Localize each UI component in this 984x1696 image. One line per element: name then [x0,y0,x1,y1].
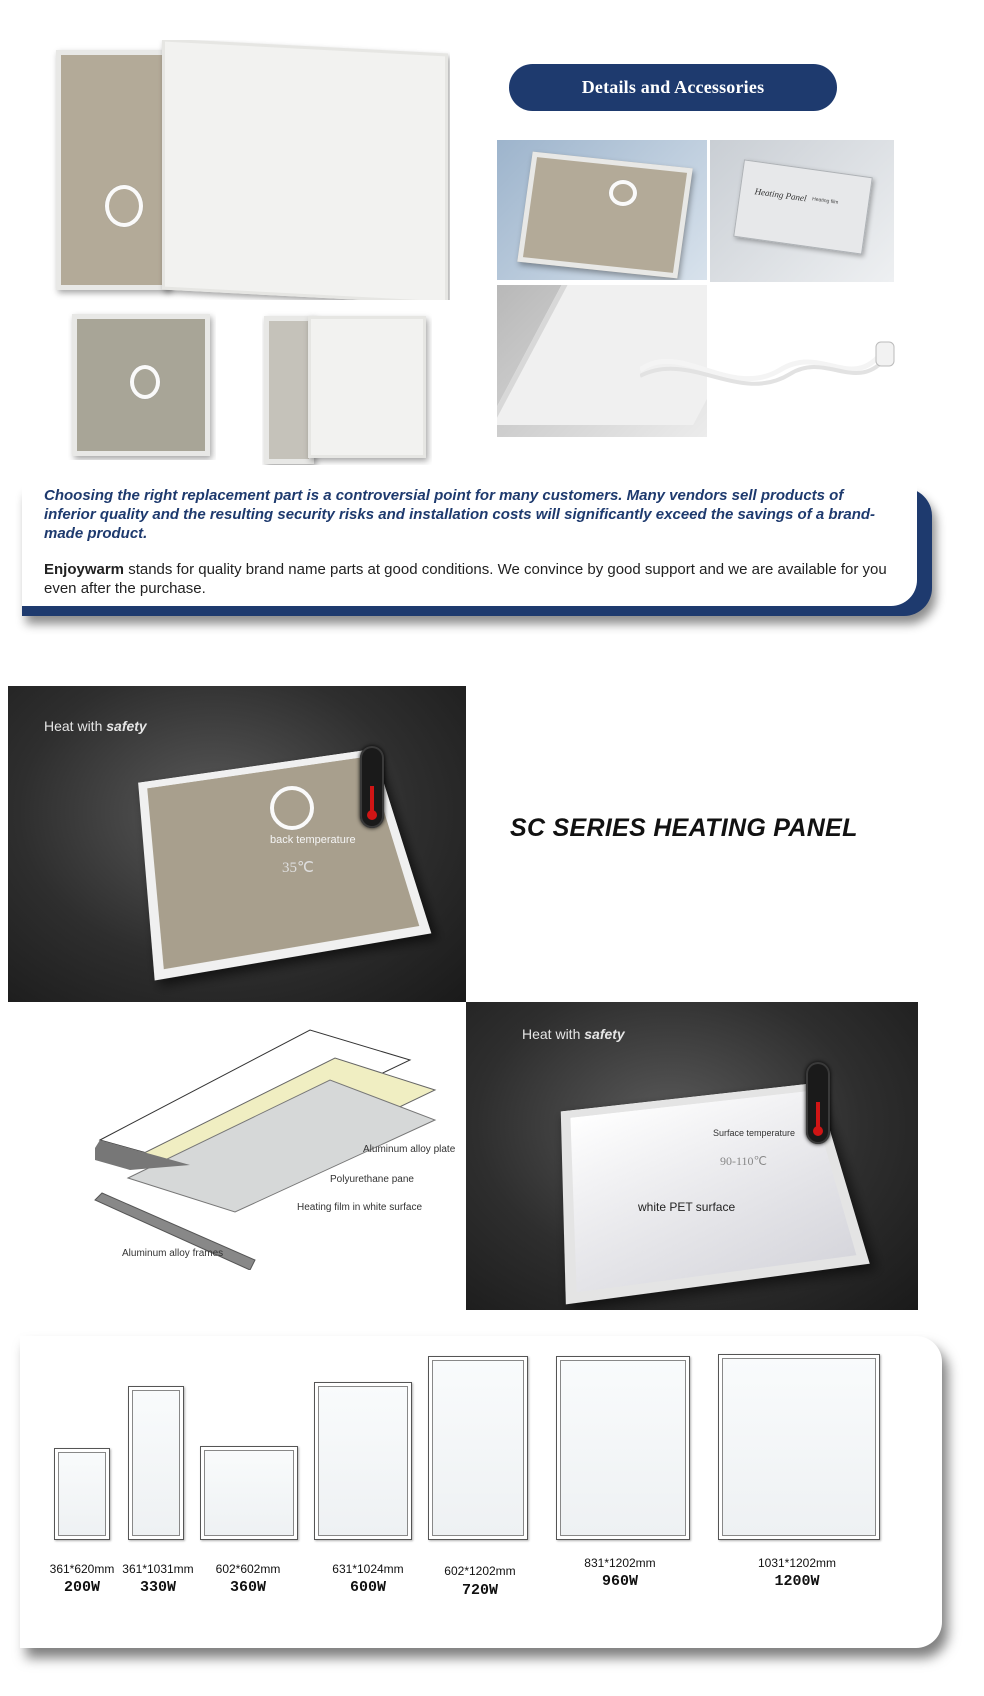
cable-coil-small [609,180,637,206]
panel-front-small [308,316,426,458]
cable-coil-small-2 [130,365,160,399]
brand-statement-text: stands for quality brand name parts at good conditions. We convince by good support and we are available for you even after the purchase. [44,561,887,597]
size-power-5: 960W [601,1573,638,1590]
panel-front-view [162,40,448,300]
size-dims-1: 361*1031mm [122,1562,194,1576]
slogan-prefix: Heat with [44,718,107,734]
size-frame-360w [200,1446,298,1540]
power-cable-coil [105,185,143,227]
panel-back-small [517,152,692,279]
panel-back-small-3 [264,316,314,464]
size-frame-330w [128,1386,184,1540]
size-power-4: 720W [461,1582,498,1599]
size-dims-4: 602*1202mm [444,1564,516,1578]
size-power-6: 1200W [774,1573,820,1590]
surface-temperature-photo [466,1002,918,1310]
slogan-emphasis-front: safety [584,1026,625,1042]
back-temp-label: back temperature [270,834,356,846]
safety-slogan-back [44,718,147,734]
panel-back-view [56,50,170,290]
quality-statement: Choosing the right replacement part is a controversial point for many customers. Many vendors sell products of inferior quality and the resulting security risks and installation costs will significantly exceed the savings of a brand-made product. [44,487,876,542]
back-temp-value: 35℃ [282,860,314,876]
product-photo-back-small [68,310,216,460]
size-power-2: 360W [229,1579,266,1596]
layers-diagram [90,1020,470,1270]
label-heating-film: Heating film in white surface [297,1202,423,1213]
product-photo-main [50,40,450,300]
safety-slogan-front [522,1026,625,1042]
thermometer-icon [360,746,384,828]
size-power-0: 200W [63,1579,100,1596]
size-dims-6: 1031*1202mm [757,1556,837,1570]
package-title: Heating Panel [754,186,808,204]
brand-statement [44,560,894,598]
size-frame-960w [556,1356,690,1540]
surface-temp-value: 90-110℃ [720,1154,768,1168]
slogan-emphasis: safety [106,718,147,734]
power-cable-plug [640,330,900,410]
package-box [733,159,873,254]
slogan-prefix-front: Heat with [522,1026,585,1042]
label-aluminum-plate: Aluminum alloy plate [363,1144,456,1155]
size-power-1: 330W [139,1579,176,1596]
size-dims-2: 602*602mm [215,1562,281,1576]
size-frame-200w [54,1448,110,1540]
size-frame-600w [314,1382,412,1540]
size-dims-3: 631*1024mm [332,1562,404,1576]
cable-coil-back [270,786,314,830]
series-title: SC SERIES HEATING PANEL [510,814,858,842]
surface-label: white PET surface [638,1200,736,1214]
size-power-3: 600W [349,1579,386,1596]
accessory-photo-back-panel [497,140,707,280]
brand-name: Enjoywarm [44,561,125,578]
size-dims-5: 831*1202mm [584,1556,656,1570]
thermometer-icon-front [806,1062,830,1144]
details-accessories-header: Details and Accessories [509,64,837,111]
product-photo-front-small [262,310,432,465]
label-aluminum-frames: Aluminum alloy frames [122,1248,224,1259]
size-frame-1200w [718,1354,880,1540]
back-temperature-photo [8,686,466,1002]
size-frame-720w [428,1356,528,1540]
package-subtitle: Heating film [811,196,839,206]
accessory-photo-package [710,140,894,282]
surface-temp-label: Surface temperature [713,1128,796,1138]
size-dims-0: 361*620mm [49,1562,115,1576]
label-polyurethane: Polyurethane pane [330,1174,414,1185]
